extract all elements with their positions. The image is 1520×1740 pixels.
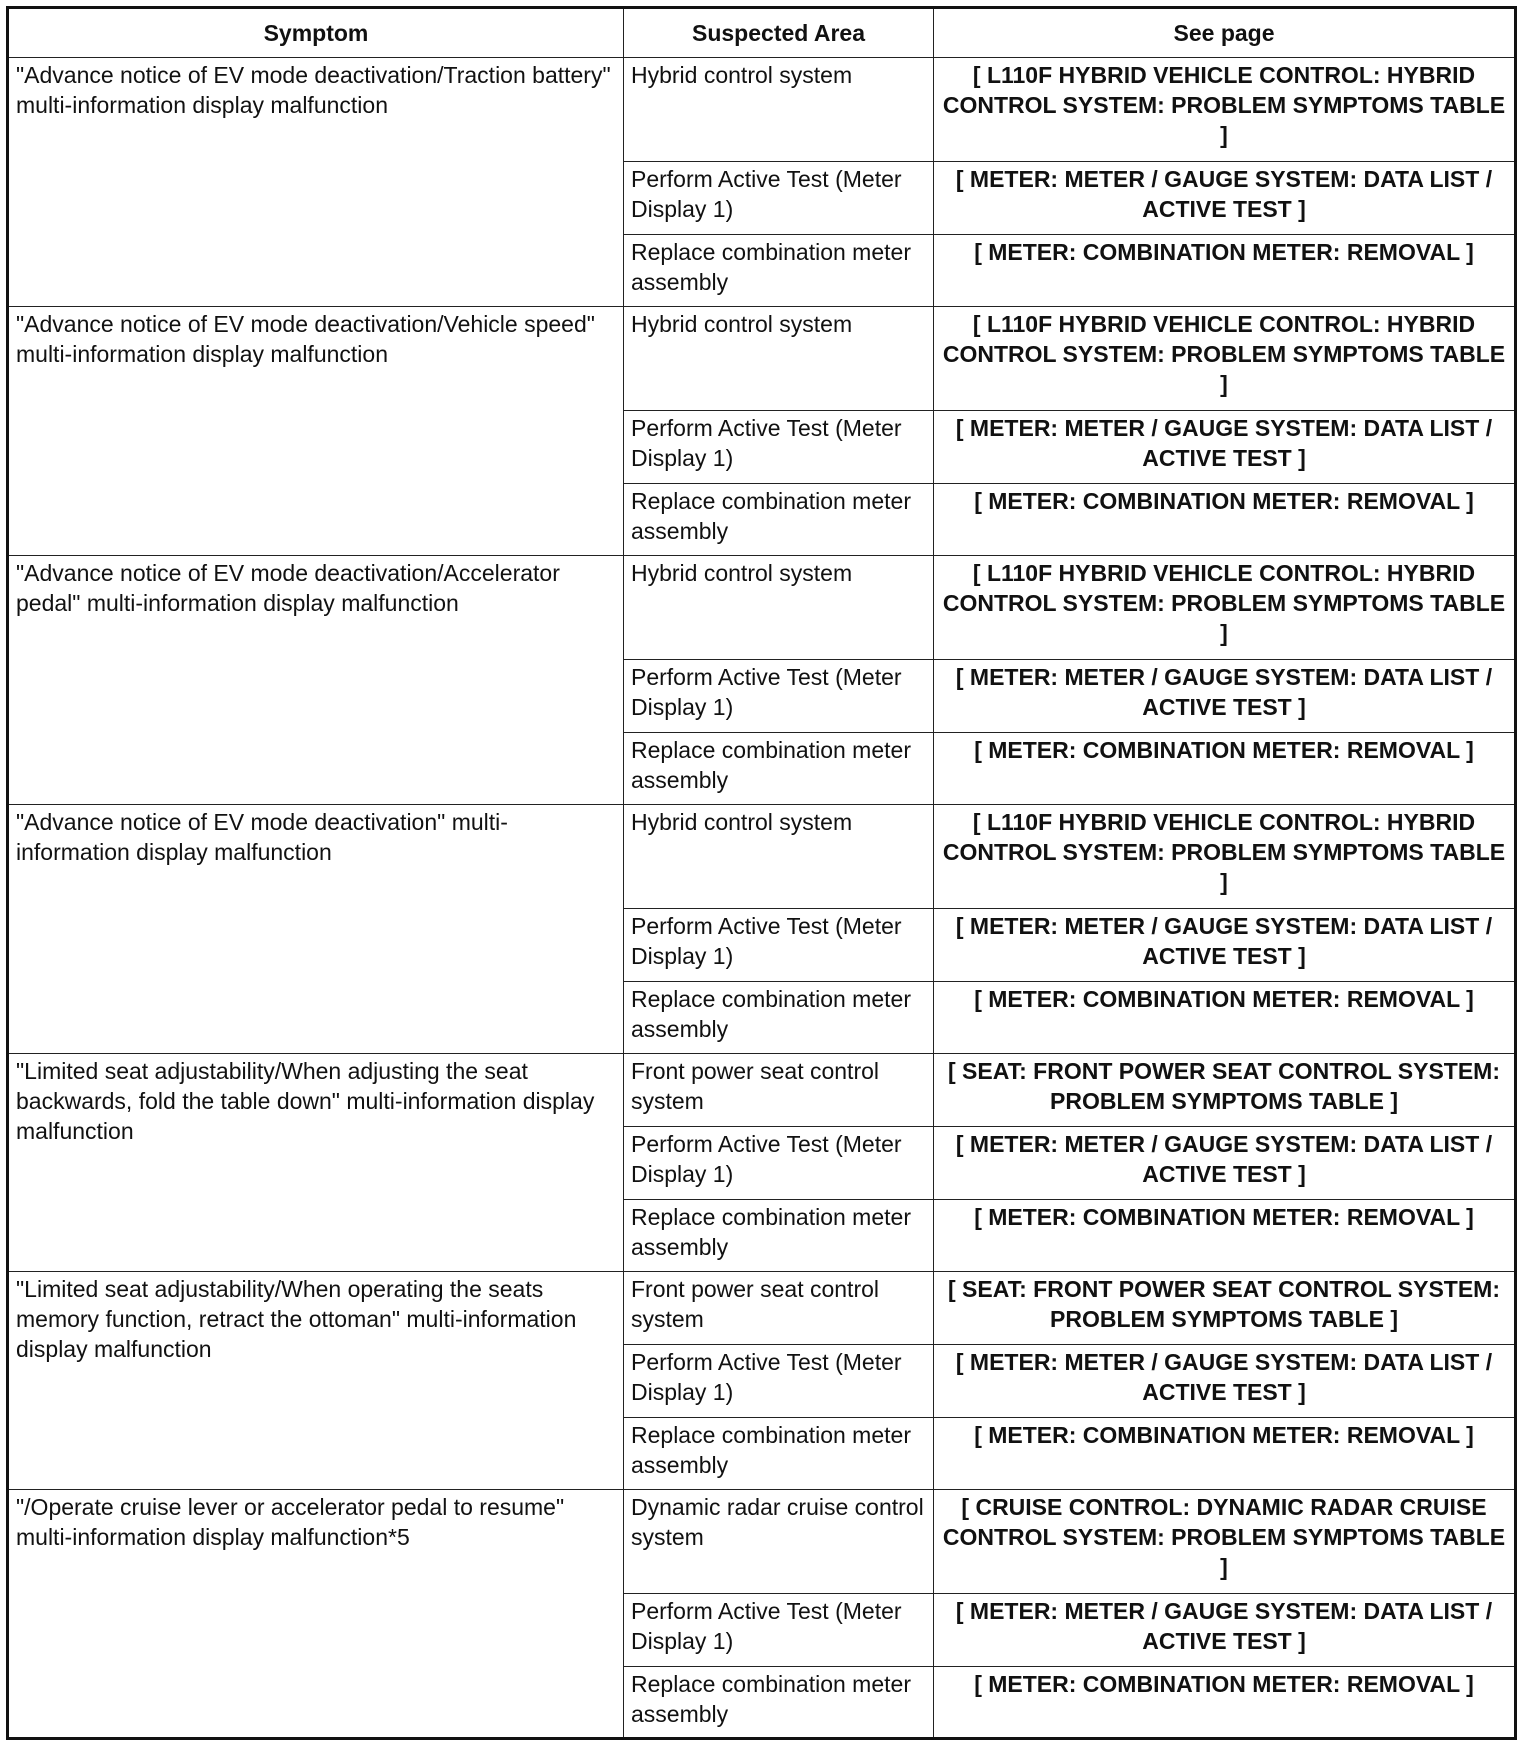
see-page-link[interactable]: [ METER: METER / GAUGE SYSTEM: DATA LIST / ACTIVE TEST ] bbox=[934, 1127, 1516, 1200]
suspected-area-cell: Replace combination meter assembly bbox=[624, 1667, 934, 1739]
see-page-link[interactable]: [ METER: METER / GAUGE SYSTEM: DATA LIST / ACTIVE TEST ] bbox=[934, 660, 1516, 733]
suspected-area-cell: Perform Active Test (Meter Display 1) bbox=[624, 660, 934, 733]
suspected-area-cell: Perform Active Test (Meter Display 1) bbox=[624, 162, 934, 235]
header-see-page: See page bbox=[934, 8, 1516, 58]
see-page-link[interactable]: [ METER: COMBINATION METER: REMOVAL ] bbox=[934, 484, 1516, 556]
see-page-link[interactable]: [ L110F HYBRID VEHICLE CONTROL: HYBRID CONTROL SYSTEM: PROBLEM SYMPTOMS TABLE ] bbox=[934, 556, 1516, 660]
see-page-link[interactable]: [ METER: COMBINATION METER: REMOVAL ] bbox=[934, 235, 1516, 307]
suspected-area-cell: Perform Active Test (Meter Display 1) bbox=[624, 411, 934, 484]
suspected-area-cell: Replace combination meter assembly bbox=[624, 733, 934, 805]
suspected-area-cell: Replace combination meter assembly bbox=[624, 1418, 934, 1490]
symptom-cell: "Advance notice of EV mode deactivation/Vehicle speed" multi-information display malfunction bbox=[8, 307, 624, 556]
see-page-link[interactable]: [ METER: COMBINATION METER: REMOVAL ] bbox=[934, 1418, 1516, 1490]
table-row bbox=[8, 556, 1516, 660]
see-page-link[interactable]: [ METER: COMBINATION METER: REMOVAL ] bbox=[934, 733, 1516, 805]
table-row bbox=[8, 1490, 1516, 1594]
table-row bbox=[8, 805, 1516, 909]
suspected-area-cell: Replace combination meter assembly bbox=[624, 1200, 934, 1272]
symptom-cell: "Advance notice of EV mode deactivation/Traction battery" multi-information display malfunction bbox=[8, 58, 624, 307]
table-row bbox=[8, 1054, 1516, 1127]
suspected-area-cell: Hybrid control system bbox=[624, 58, 934, 162]
problem-symptoms-table bbox=[6, 6, 1517, 1740]
see-page-link[interactable]: [ METER: METER / GAUGE SYSTEM: DATA LIST / ACTIVE TEST ] bbox=[934, 162, 1516, 235]
suspected-area-cell: Replace combination meter assembly bbox=[624, 982, 934, 1054]
table-body bbox=[8, 58, 1516, 1739]
suspected-area-cell: Perform Active Test (Meter Display 1) bbox=[624, 1127, 934, 1200]
suspected-area-cell: Perform Active Test (Meter Display 1) bbox=[624, 1345, 934, 1418]
symptom-cell: "/Operate cruise lever or accelerator pedal to resume" multi-information display malfunction*5 bbox=[8, 1490, 624, 1739]
see-page-link[interactable]: [ METER: METER / GAUGE SYSTEM: DATA LIST / ACTIVE TEST ] bbox=[934, 411, 1516, 484]
see-page-link[interactable]: [ SEAT: FRONT POWER SEAT CONTROL SYSTEM: PROBLEM SYMPTOMS TABLE ] bbox=[934, 1054, 1516, 1127]
see-page-link[interactable]: [ METER: COMBINATION METER: REMOVAL ] bbox=[934, 1200, 1516, 1272]
see-page-link[interactable]: [ METER: METER / GAUGE SYSTEM: DATA LIST / ACTIVE TEST ] bbox=[934, 909, 1516, 982]
see-page-link[interactable]: [ METER: COMBINATION METER: REMOVAL ] bbox=[934, 1667, 1516, 1739]
see-page-link[interactable]: [ L110F HYBRID VEHICLE CONTROL: HYBRID CONTROL SYSTEM: PROBLEM SYMPTOMS TABLE ] bbox=[934, 805, 1516, 909]
suspected-area-cell: Hybrid control system bbox=[624, 805, 934, 909]
suspected-area-cell: Dynamic radar cruise control system bbox=[624, 1490, 934, 1594]
suspected-area-cell: Replace combination meter assembly bbox=[624, 235, 934, 307]
header-symptom: Symptom bbox=[8, 8, 624, 58]
symptom-cell: "Limited seat adjustability/When operating the seats memory function, retract the ottoman" multi-information display malfunction bbox=[8, 1272, 624, 1490]
see-page-link[interactable]: [ METER: METER / GAUGE SYSTEM: DATA LIST / ACTIVE TEST ] bbox=[934, 1345, 1516, 1418]
see-page-link[interactable]: [ METER: COMBINATION METER: REMOVAL ] bbox=[934, 982, 1516, 1054]
see-page-link[interactable]: [ L110F HYBRID VEHICLE CONTROL: HYBRID CONTROL SYSTEM: PROBLEM SYMPTOMS TABLE ] bbox=[934, 58, 1516, 162]
suspected-area-cell: Front power seat control system bbox=[624, 1054, 934, 1127]
see-page-link[interactable]: [ SEAT: FRONT POWER SEAT CONTROL SYSTEM: PROBLEM SYMPTOMS TABLE ] bbox=[934, 1272, 1516, 1345]
table-header-row bbox=[8, 8, 1516, 58]
see-page-link[interactable]: [ METER: METER / GAUGE SYSTEM: DATA LIST / ACTIVE TEST ] bbox=[934, 1594, 1516, 1667]
see-page-link[interactable]: [ L110F HYBRID VEHICLE CONTROL: HYBRID CONTROL SYSTEM: PROBLEM SYMPTOMS TABLE ] bbox=[934, 307, 1516, 411]
header-suspected-area: Suspected Area bbox=[624, 8, 934, 58]
suspected-area-cell: Hybrid control system bbox=[624, 556, 934, 660]
suspected-area-cell: Replace combination meter assembly bbox=[624, 484, 934, 556]
symptom-cell: "Advance notice of EV mode deactivation/Accelerator pedal" multi-information display malfunction bbox=[8, 556, 624, 805]
symptom-cell: "Advance notice of EV mode deactivation" multi-information display malfunction bbox=[8, 805, 624, 1054]
table-row bbox=[8, 307, 1516, 411]
suspected-area-cell: Hybrid control system bbox=[624, 307, 934, 411]
suspected-area-cell: Perform Active Test (Meter Display 1) bbox=[624, 1594, 934, 1667]
symptom-cell: "Limited seat adjustability/When adjusting the seat backwards, fold the table down" multi-information display malfunction bbox=[8, 1054, 624, 1272]
table-row bbox=[8, 58, 1516, 162]
suspected-area-cell: Perform Active Test (Meter Display 1) bbox=[624, 909, 934, 982]
suspected-area-cell: Front power seat control system bbox=[624, 1272, 934, 1345]
see-page-link[interactable]: [ CRUISE CONTROL: DYNAMIC RADAR CRUISE CONTROL SYSTEM: PROBLEM SYMPTOMS TABLE ] bbox=[934, 1490, 1516, 1594]
table-row bbox=[8, 1272, 1516, 1345]
